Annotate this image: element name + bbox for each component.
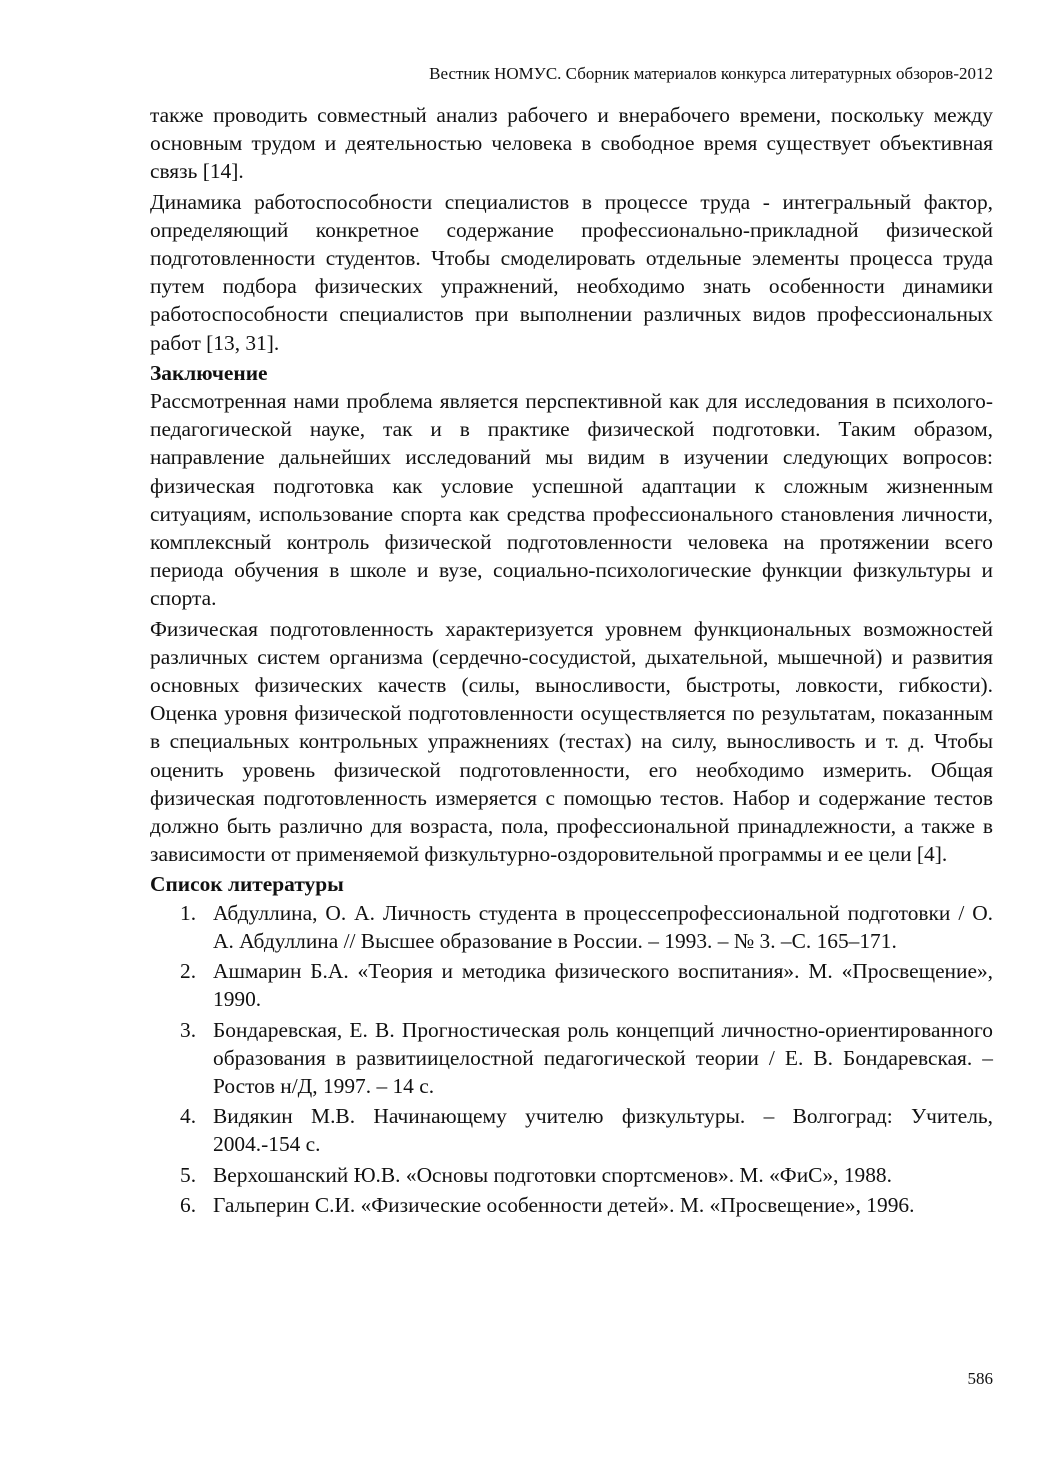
references-list [150,899,993,1219]
reference-text: Верхошанский Ю.В. «Основы подготовки спортсменов». М. «ФиС», 1988. [213,1162,892,1187]
body-text [150,101,993,1221]
reference-text: Ашмарин Б.А. «Теория и методика физического воспитания». М. «Просвещение», 1990. [213,959,993,1012]
references-heading: Список литературы [150,872,344,897]
reference-number: 2. [180,959,197,984]
reference-text: Видякин М.В. Начинающему учителю физкультуры. – Волгоград: Учитель, 2004.-154 с. [213,1104,993,1157]
paragraph-2: Динамика работоспособности специалистов в процессе труда - интегральный фактор, определяющий конкретное содержание профессионально-прикладной физической подготовленности студентов. Чтобы смоделировать отдельные элементы процесса труда путем подбора физических упражнений, необходимо знать особенности динамики работоспособности специалистов при выполнении различных видов профессиональных работ [13, 31]. [150,189,993,355]
reference-number: 5. [180,1162,197,1187]
reference-number: 4. [180,1104,197,1129]
running-header: Вестник НОМУС. Сборник материалов конкурса литературных обзоров-2012 [429,64,993,83]
reference-item [150,1016,993,1101]
paragraph-4: Физическая подготовленность характеризуется уровнем функциональных возможностей различных систем организма (сердечно-сосудистой, дыхательной, мышечной) и развития основных физических качеств (силы, выносливости, быстроты, ловкости, гибкости). Оценка уровня физической подготовленности осуществляется по результатам, показанным в специальных контрольных упражнениях (тестах) на силу, выносливость и т. д. Чтобы оценить уровень физической подготовленности, его необходимо измерить. Общая физическая подготовленность измеряется с помощью тестов. Набор и содержание тестов должно быть различно для возраста, пола, профессиональной принадлежности, а также в зависимости от применяемой физкультурно-оздоровительной программы и ее цели [4]. [150,616,993,867]
reference-item [150,1161,993,1189]
page-number: 586 [967,1369,993,1388]
reference-text: Бондаревская, Е. В. Прогностическая роль концепций личностно-ориентированного образования в развитиицелостной педагогической теории / Е. В. Бондаревская. – Ростов н/Д, 1997. – 14 с. [213,1017,993,1098]
reference-number: 1. [180,900,197,925]
reference-text: Абдуллина, О. А. Личность студента в процессепрофессиональной подготовки / О. А. Абдуллина // Высшее образование в России. – 1993. – № 3. –С. 165–171. [213,900,993,953]
conclusion-heading: Заключение [150,360,268,385]
reference-number: 3. [180,1017,197,1042]
reference-item [150,1191,993,1219]
reference-number: 6. [180,1192,197,1217]
reference-item [150,1102,993,1158]
paragraph-3: Рассмотренная нами проблема является перспективной как для исследования в психолого-педагогической науке, так и в практике физической подготовки. Таким образом, направление дальнейших исследований мы видим в изучении следующих вопросов: физическая подготовка как условие успешной адаптации к сложным жизненным ситуациям, использование спорта как средства профессионального становления личности, комплексный контроль физической подготовленности человека на протяжении всего периода обучения в школе и вузе, социально-психологические функции физкультуры и спорта. [150,389,993,611]
reference-text: Гальперин С.И. «Физические особенности детей». М. «Просвещение», 1996. [213,1192,915,1217]
paragraph-1: также проводить совместный анализ рабочего и внерабочего времени, поскольку между основным трудом и деятельностью человека в свободное время существует объективная связь [14]. [150,103,993,184]
reference-item [150,957,993,1013]
reference-item [150,899,993,955]
